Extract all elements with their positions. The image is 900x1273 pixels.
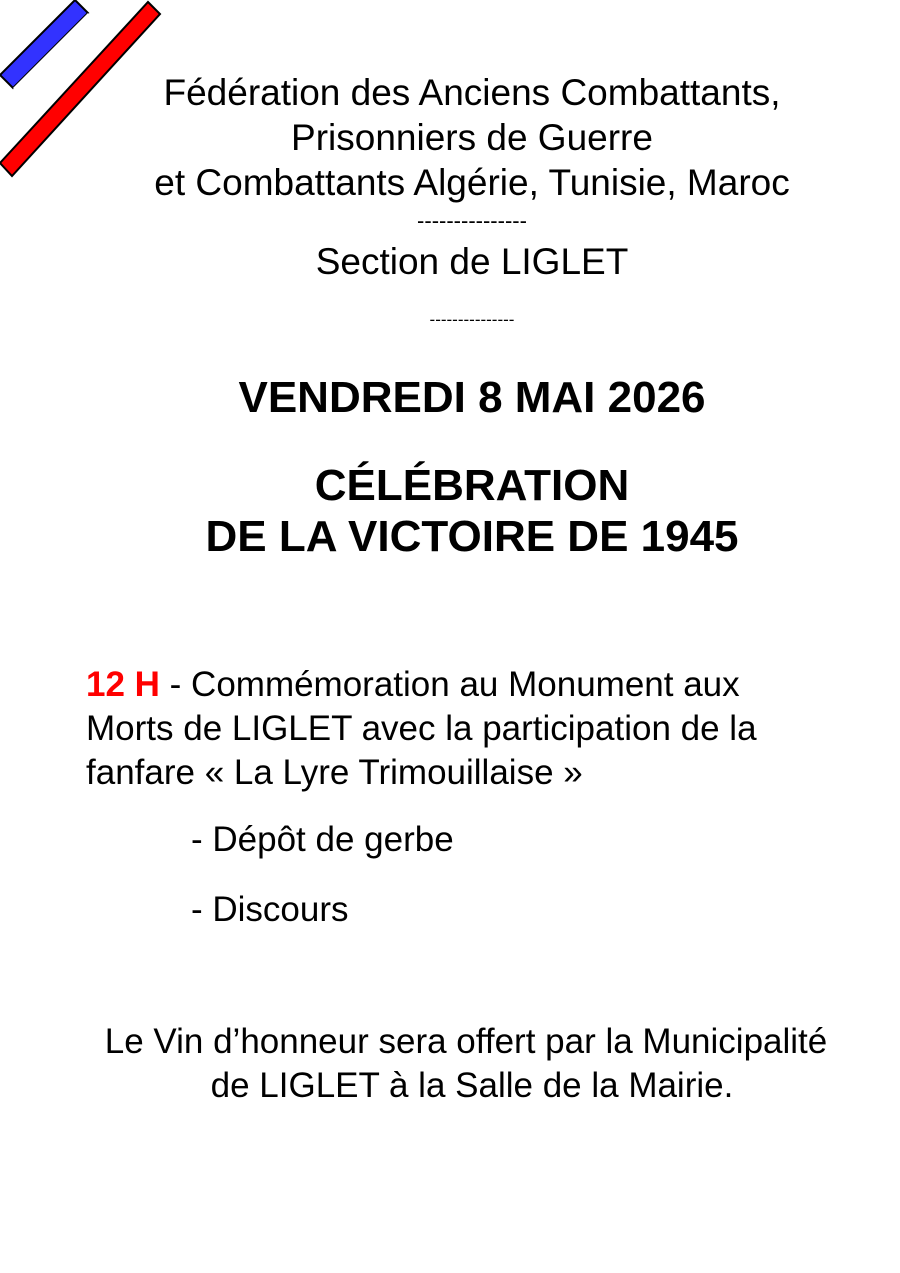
program-line-1 [86, 663, 740, 707]
program-item-wreath: - Dépôt de gerbe [191, 820, 454, 859]
program-item-speeches: - Discours [191, 890, 349, 929]
program-description-1: - Commémoration au Monument aux [159, 665, 740, 704]
event-title-line-2: DE LA VICTOIRE DE 1945 [205, 512, 739, 561]
divider-dashes-small: --------------- [429, 310, 515, 329]
program-description-2: Morts de LIGLET avec la participation de la [86, 709, 757, 748]
program-hour: 12 H [86, 665, 160, 704]
organization-name-line-1: Fédération des Anciens Combattants, [163, 72, 781, 113]
organization-name-line-2: Prisonniers de Guerre [291, 117, 653, 158]
event-date: VENDREDI 8 MAI 2026 [238, 373, 706, 422]
event-title-line-1: CÉLÉBRATION [314, 461, 630, 510]
organization-name-line-3: et Combattants Algérie, Tunisie, Maroc [154, 162, 790, 203]
program-description-3: fanfare « La Lyre Trimouillaise » [86, 753, 583, 792]
divider-dashes: --------------- [417, 208, 527, 233]
reception-notice-line-2: de LIGLET à la Salle de la Mairie. [210, 1066, 734, 1105]
reception-notice-line-1: Le Vin d’honneur sera offert par la Municipalité [104, 1022, 828, 1061]
section-name: Section de LIGLET [315, 241, 629, 282]
